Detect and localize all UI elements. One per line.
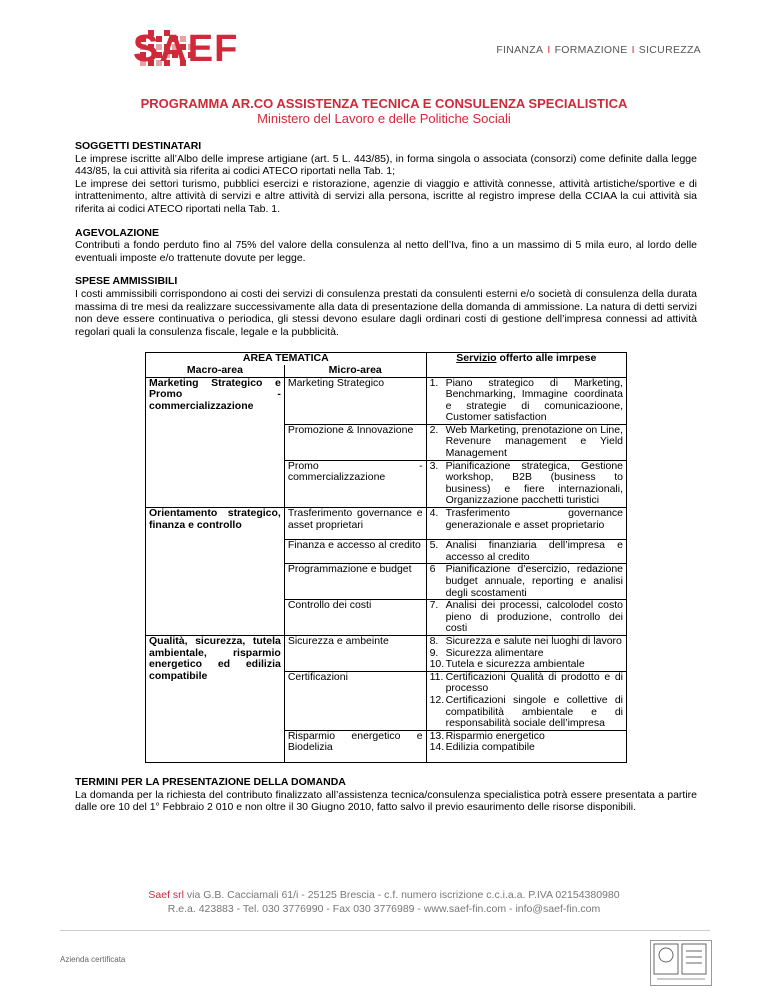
service-cell <box>426 508 626 540</box>
service-item <box>430 540 623 563</box>
service-header-underlined: Servizio <box>456 352 497 365</box>
service-number: 4. <box>429 507 439 520</box>
micro-area-cell: Sicurezza e ambeinte <box>284 635 426 671</box>
service-number: 8. <box>429 634 439 647</box>
certification-badge-icon <box>650 940 712 986</box>
service-cell <box>426 377 626 424</box>
service-number: 5. <box>429 539 439 552</box>
service-text: Piano strategico di Marketing, Benchmarking, Immagine coordinata e strategie di comunicazioone, Customer satisfaction <box>445 376 623 424</box>
service-text: Edilizia compatibile <box>445 741 535 754</box>
service-item <box>430 378 623 424</box>
micro-area-cell: Promo - commercializzazione <box>284 460 426 507</box>
service-item <box>430 461 623 507</box>
service-cell <box>426 564 626 600</box>
service-text: Pianificazione strategica, Gestione workshop, B2B (business to business) e fiere internazionali, Organizzazione pacchetti turistici <box>445 459 623 507</box>
service-number: 7. <box>429 599 439 612</box>
service-text: Certificazioni singole e collettive di compatibilità ambientale e di responsabilità sociale dell’impresa <box>445 693 623 730</box>
service-text: Sicurezza alimentare <box>445 646 544 659</box>
paragraph: Le imprese dei settori turismo, pubblici esercizi e ristorazione, agenzie di viaggio e attività connesse, attività artistiche/sportive e di intrattenimento, altre attività di servizi e altre attività di servizi alla persona, iscritte al registro imprese della CCIAA la cui attività sia riferita ai codici ATECO riportati nella Tab. 1. <box>75 177 697 215</box>
footer-address <box>0 889 768 901</box>
service-number: 6 <box>429 563 436 576</box>
service-header-rest: offerto alle imrpese <box>496 352 597 365</box>
certification-label: Azienda certificata <box>60 955 126 964</box>
service-number: 11. <box>429 670 444 683</box>
macro-area-cell: Orientamento strategico, finanza e controllo <box>146 508 285 636</box>
tagline-formazione: FORMAZIONE <box>554 44 628 56</box>
paragraph: La domanda per la richiesta del contributo finalizzato all’assistenza tecnica/consulenza specialistica potrà essere presentata a partire dalle ore 10 del 1° Febbraio 2 010 e non oltre il 30 Giugno 2010, fatto salvo il previo esaurimento delle risorse disponibili. <box>75 788 697 814</box>
service-cell <box>426 635 626 671</box>
table-row <box>146 508 627 540</box>
service-text: Certificazioni Qualità di prodotto e di processo <box>445 670 623 695</box>
service-text: Trasferimento governance generazionale e asset proprietario <box>445 507 623 531</box>
service-number: 9. <box>429 646 439 659</box>
micro-area-cell: Risparmio energetico e Biodelizia <box>284 730 426 762</box>
service-text: Risparmio energetico <box>445 729 545 742</box>
footer-line1: via G.B. Cacciamali 61/i - 25125 Brescia - c.f. numero iscrizione c.c.i.a.a. P.IVA 02154380980 <box>184 889 620 901</box>
section-heading: SPESE AMMISSIBILI <box>75 275 178 288</box>
service-item <box>430 425 623 460</box>
service-text: Pianificazione d’esercizio, redazione budget annuale, reporting e analisi degli scostamenti <box>445 563 623 599</box>
micro-area-cell: Controllo dei costi <box>284 600 426 636</box>
micro-area-cell: Programmazione e budget <box>284 564 426 600</box>
footer-company: Saef srl <box>148 889 184 901</box>
service-item <box>430 659 623 671</box>
macro-area-cell: Marketing Strategico e Promo - commercializzazione <box>146 377 285 508</box>
tagline-separator: I <box>547 44 551 56</box>
service-number: 13. <box>429 729 445 742</box>
tagline-sicurezza: SICUREZZA <box>638 44 701 56</box>
document-body <box>75 140 697 814</box>
document-subtitle: Ministero del Lavoro e delle Politiche Sociali <box>257 111 511 126</box>
service-number: 2. <box>429 423 439 436</box>
paragraph: Le imprese iscritte all’Albo delle imprese artigiane (art. 5 L. 443/85), in forma singola o associata (consorzi) come definite dalla legge 443/85, la cui attività sia riferita ai codici ATECO riportati nella Tab. 1; <box>75 152 697 178</box>
tagline-finanza: FINANZA <box>496 44 544 56</box>
service-item <box>430 564 623 599</box>
table-row <box>146 377 627 424</box>
footer-contacts: R.e.a. 423883 - Tel. 030 3776990 - Fax 030 3776989 - www.saef-fin.com - info@saef-fin.com <box>167 903 601 915</box>
service-number: 14. <box>429 741 445 754</box>
service-text: Analisi finanziaria dell’impresa e accesso al credito <box>445 539 623 563</box>
service-text: Analisi dei processi, calcolodel costo pieno di produzione, controllo dei costi <box>445 599 623 635</box>
service-text: Web Marketing, prenotazione on Line, Revenure management e Yield Management <box>445 423 623 460</box>
micro-area-cell: Finanza e accesso al credito <box>284 540 426 564</box>
area-header: AREA TEMATICA <box>146 353 427 365</box>
micro-area-cell: Trasferimento governance e asset proprietari <box>284 508 426 540</box>
service-item <box>430 742 623 754</box>
service-cell <box>426 460 626 507</box>
paragraph: I costi ammissibili corrispondono ai costi dei servizi di consulenza prestati da consulenti esterni e/o società di consulenza della durata massima di tre mesi da realizzare successivamente alla data di presentazione della domanda di ammissione. La natura di detti servizi non deve essere continuativa o periodica, gli stessi devono esulare dagli ordinari costi di gestione dell’impresa connessi ad attività regolari quali la consulenza fiscale, legale e la pubblicità. <box>75 287 697 338</box>
service-number: 10. <box>429 658 445 671</box>
service-text: Sicurezza e salute nei luoghi di lavoro <box>445 634 622 647</box>
service-cell <box>426 424 626 460</box>
tagline <box>496 44 701 56</box>
document-title: PROGRAMMA AR.CO ASSISTENZA TECNICA E CONSULENZA SPECIALISTICA <box>140 96 628 111</box>
tagline-separator: I <box>631 44 635 56</box>
micro-area-cell: Certificazioni <box>284 671 426 730</box>
service-header <box>426 353 626 377</box>
micro-area-cell: Promozione & Innovazione <box>284 424 426 460</box>
service-cell <box>426 600 626 636</box>
section-heading: SOGGETTI DESTINATARI <box>75 140 202 152</box>
micro-area-cell: Marketing Strategico <box>284 377 426 424</box>
service-item <box>430 695 623 730</box>
service-cell <box>426 671 626 730</box>
micro-header: Micro-area <box>284 365 426 377</box>
footer-divider <box>60 930 710 931</box>
macro-area-cell: Qualità, sicurezza, tutela ambientale, risparmio energetico ed edilizia compatibile <box>146 635 285 762</box>
service-number: 1. <box>429 376 439 389</box>
paragraph: Contributi a fondo perduto fino al 75% del valore della consulenza al netto dell’Iva, fino a un massimo di 5 mila euro, al lordo delle eventuali imposte e/o trattenute dovute per legge. <box>75 239 697 264</box>
service-item <box>430 636 623 648</box>
service-number: 3. <box>429 459 439 472</box>
service-cell <box>426 540 626 564</box>
section-heading: AGEVOLAZIONE <box>75 226 160 239</box>
service-text: Tutela e sicurezza ambientale <box>445 658 585 671</box>
brand-name: SAEF <box>133 28 239 70</box>
service-item <box>430 508 623 531</box>
thematic-area-table <box>145 352 627 763</box>
section-heading: TERMINI PER LA PRESENTAZIONE DELLA DOMANDA <box>75 775 346 788</box>
macro-header: Macro-area <box>146 365 285 377</box>
service-item <box>430 672 623 695</box>
table-row <box>146 635 627 671</box>
service-number: 12. <box>429 693 445 706</box>
service-cell <box>426 730 626 762</box>
service-item <box>430 600 623 635</box>
